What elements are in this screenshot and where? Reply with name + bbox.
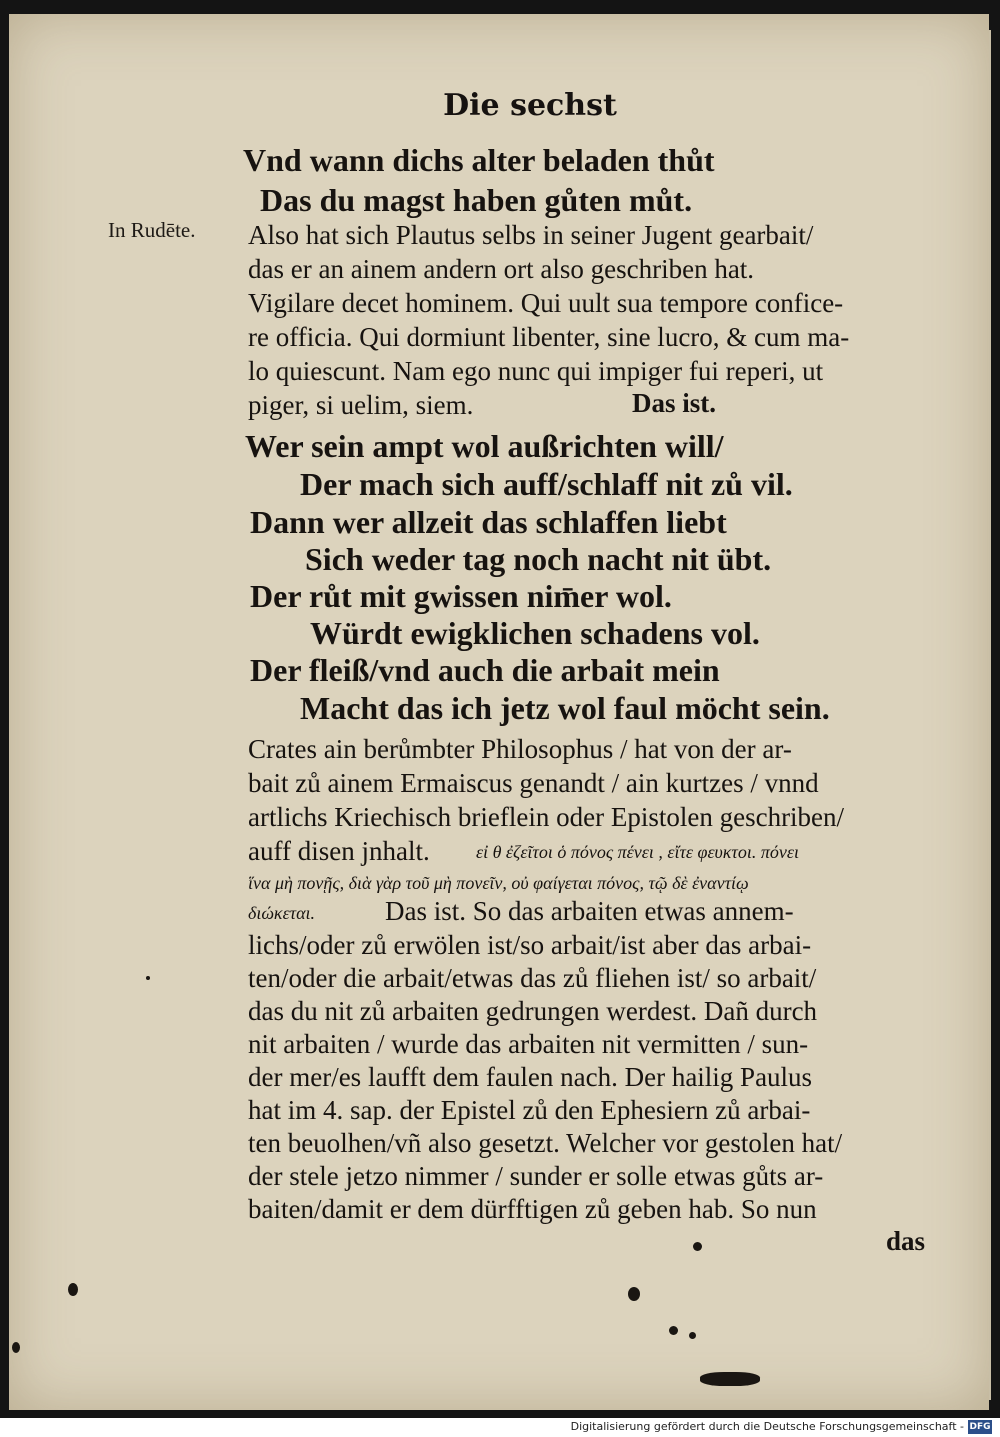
footer-bar — [0, 1418, 1000, 1437]
verse-line: Wer sein ampt wol außrichten will/ — [245, 428, 724, 464]
verse-line: Sich weder tag noch nacht nit übt. — [305, 541, 772, 577]
text-line: artlichs Kriechisch brieflein oder Epistolen geschriben/ — [248, 802, 845, 832]
ink-spot — [68, 1283, 78, 1296]
verse-line: Macht das ich jetz wol faul möcht sein. — [300, 690, 830, 726]
page-header: Die sechst — [443, 88, 617, 123]
text-line: Crates ain berůmbter Philosophus / hat von der ar- — [248, 734, 792, 764]
ink-stain — [700, 1372, 760, 1386]
verse-line: Der mach sich auff/schlaff nit zů vil. — [300, 466, 793, 502]
latin-line: lo quiescunt. Nam ego nunc qui impiger fui reperi, ut — [248, 356, 824, 386]
ink-spot — [689, 1332, 696, 1339]
latin-line: Vigilare decet hominem. Qui uult sua tempore confice- — [248, 288, 844, 318]
das-ist-label: Das ist. — [632, 388, 717, 418]
greek-line: εἰ θ ἐζεῖτοι ὁ πόνος πένει , εἴτε φευκτοι. πόνει — [476, 842, 799, 862]
greek-line: διώκεται. — [248, 903, 316, 923]
ink-spot — [669, 1326, 678, 1335]
text-line: bait zů ainem Ermaiscus genandt / ain kurtzes / vnnd — [248, 768, 819, 798]
text-line: Also hat sich Plautus selbs in seiner Jugent gearbait/ — [248, 220, 814, 250]
ink-spot — [628, 1287, 640, 1301]
verse-line: Das du magst haben gůten můt. — [260, 182, 693, 218]
verse-line: Würdt ewigklichen schadens vol. — [310, 615, 760, 651]
text-line: ten/oder die arbait/etwas das zů fliehen ist/ so arbait/ — [248, 963, 817, 993]
text-line: das er an ainem andern ort also geschriben hat. — [248, 254, 755, 284]
marginal-note: In Rudēte. — [108, 218, 196, 242]
ink-spot — [146, 976, 150, 980]
text-line: Das ist. So das arbaiten etwas annem- — [385, 896, 794, 926]
text-line: baiten/damit er dem dürfftigen zů geben hab. So nun — [248, 1194, 817, 1224]
text-line: auff disen jnhalt. — [248, 836, 430, 866]
latin-line: piger, si uelim, siem. — [248, 390, 474, 420]
text-line: der mer/es laufft dem faulen nach. Der hailig Paulus — [248, 1062, 813, 1092]
ink-spot — [12, 1342, 20, 1353]
text-line: das du nit zů arbaiten gedrungen werdest. Dañ durch — [248, 996, 818, 1026]
text-line: nit arbaiten / wurde das arbaiten nit vermitten / sun- — [248, 1029, 809, 1059]
footer-credit: Digitalisierung gefördert durch die Deutsche Forschungsgemeinschaft - — [570, 1420, 964, 1433]
catchword: das — [886, 1226, 926, 1256]
greek-line: ἵνα μὴ πονῇς, διὰ γὰρ τοῦ μὴ πονεῖν, οὐ φαίγεται πόνος, τῷ δὲ ἐναντίῳ — [248, 873, 749, 893]
verse-line: Dann wer allzeit das schlaffen liebt — [250, 504, 727, 540]
latin-line: re officia. Qui dormiunt libenter, sine lucro, & cum ma- — [248, 322, 850, 352]
verse-line: Vnd wann dichs alter beladen thůt — [243, 142, 715, 178]
verse-line: Der fleiß/vnd auch die arbait mein — [250, 652, 720, 688]
dfg-logo: DFG — [969, 1422, 991, 1432]
text-line: ten beuolhen/vñ also gesetzt. Welcher vor gestolen hat/ — [248, 1128, 843, 1158]
ink-spot — [693, 1242, 702, 1251]
text-line: hat im 4. sap. der Epistel zů den Ephesiern zů arbai- — [248, 1095, 811, 1125]
text-line: der stele jetzo nimmer / sunder er solle etwas gůts ar- — [248, 1161, 824, 1191]
verse-line: Der růt mit gwissen nim̄er wol. — [250, 578, 672, 614]
text-line: lichs/oder zů erwölen ist/so arbait/ist aber das arbai- — [248, 930, 812, 960]
